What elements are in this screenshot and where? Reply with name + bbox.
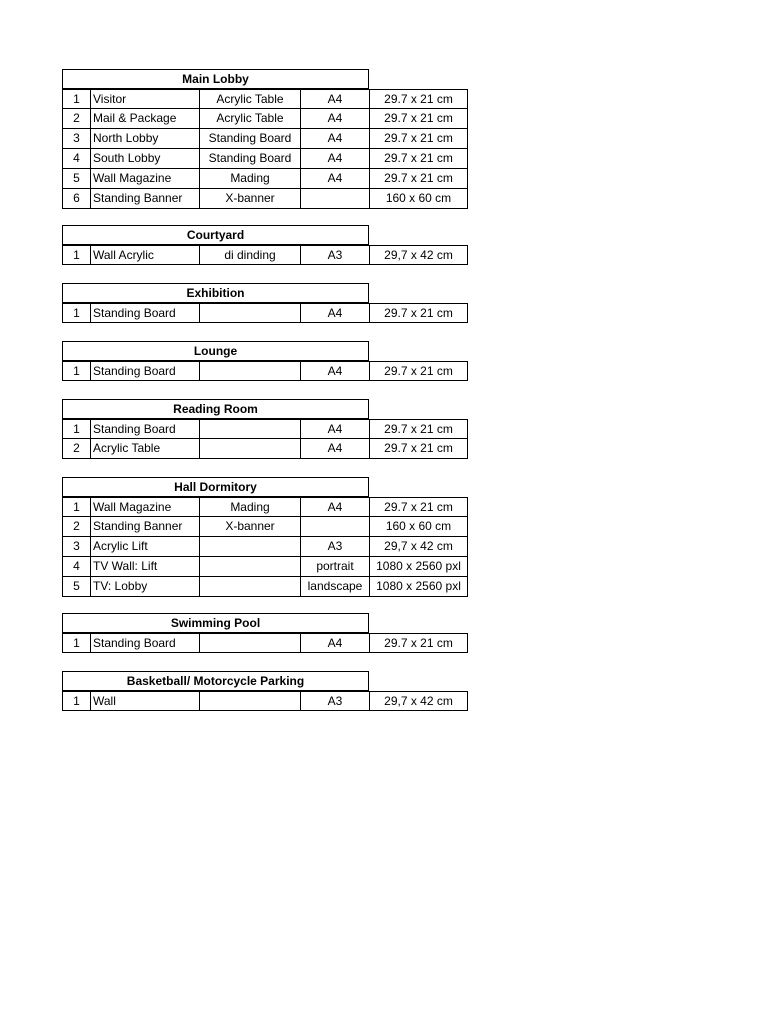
table-row xyxy=(62,419,468,439)
item-type-cell xyxy=(199,439,300,459)
item-type-cell: Mading xyxy=(199,169,300,189)
paper-size-cell xyxy=(300,517,369,537)
paper-size-cell: A3 xyxy=(300,537,369,557)
item-name-cell: North Lobby xyxy=(90,129,199,149)
item-name-cell: Standing Board xyxy=(90,633,199,653)
section-title: Lounge xyxy=(62,341,369,361)
dimensions-cell: 29.7 x 21 cm xyxy=(369,303,468,323)
item-type-cell: Acrylic Table xyxy=(199,109,300,129)
row-number-cell: 5 xyxy=(62,577,90,597)
paper-size-cell: A4 xyxy=(300,129,369,149)
item-type-cell xyxy=(199,557,300,577)
paper-size-cell: A4 xyxy=(300,303,369,323)
paper-size-cell: A4 xyxy=(300,497,369,517)
section-title: Swimming Pool xyxy=(62,613,369,633)
table-row xyxy=(62,129,468,149)
dimensions-cell: 29.7 x 21 cm xyxy=(369,439,468,459)
dimensions-cell: 29,7 x 42 cm xyxy=(369,537,468,557)
section-table xyxy=(62,225,468,265)
paper-size-cell: A3 xyxy=(300,691,369,711)
row-number-cell: 3 xyxy=(62,537,90,557)
section-table xyxy=(62,399,468,459)
paper-size-cell: A4 xyxy=(300,149,369,169)
paper-size-cell: A4 xyxy=(300,361,369,381)
row-number-cell: 1 xyxy=(62,303,90,323)
item-type-cell xyxy=(199,577,300,597)
paper-size-cell: A4 xyxy=(300,89,369,109)
dimensions-cell: 29.7 x 21 cm xyxy=(369,149,468,169)
section-table xyxy=(62,69,468,209)
paper-size-cell: A4 xyxy=(300,439,369,459)
dimensions-cell: 29.7 x 21 cm xyxy=(369,633,468,653)
table-row xyxy=(62,691,468,711)
row-number-cell: 6 xyxy=(62,189,90,209)
item-type-cell xyxy=(199,691,300,711)
dimensions-cell: 1080 x 2560 pxl xyxy=(369,557,468,577)
row-number-cell: 3 xyxy=(62,129,90,149)
section-title: Basketball/ Motorcycle Parking xyxy=(62,671,369,691)
item-type-cell: Standing Board xyxy=(199,129,300,149)
paper-size-cell: A4 xyxy=(300,169,369,189)
item-type-cell: X-banner xyxy=(199,517,300,537)
item-type-cell xyxy=(199,419,300,439)
item-name-cell: Standing Banner xyxy=(90,189,199,209)
table-row xyxy=(62,149,468,169)
section-title: Main Lobby xyxy=(62,69,369,89)
item-type-cell: Standing Board xyxy=(199,149,300,169)
paper-size-cell: A3 xyxy=(300,245,369,265)
item-name-cell: TV: Lobby xyxy=(90,577,199,597)
table-row xyxy=(62,303,468,323)
section-table xyxy=(62,671,468,711)
item-name-cell: Standing Board xyxy=(90,303,199,323)
item-name-cell: Wall Magazine xyxy=(90,497,199,517)
section-title: Hall Dormitory xyxy=(62,477,369,497)
row-number-cell: 5 xyxy=(62,169,90,189)
item-name-cell: Acrylic Table xyxy=(90,439,199,459)
section-table xyxy=(62,283,468,323)
row-number-cell: 1 xyxy=(62,419,90,439)
dimensions-cell: 29.7 x 21 cm xyxy=(369,361,468,381)
row-number-cell: 4 xyxy=(62,149,90,169)
paper-size-cell: portrait xyxy=(300,557,369,577)
table-row xyxy=(62,89,468,109)
dimensions-cell: 29.7 x 21 cm xyxy=(369,109,468,129)
item-type-cell: Acrylic Table xyxy=(199,89,300,109)
item-name-cell: Standing Board xyxy=(90,419,199,439)
item-type-cell xyxy=(199,633,300,653)
dimensions-cell: 29.7 x 21 cm xyxy=(369,89,468,109)
row-number-cell: 1 xyxy=(62,89,90,109)
row-number-cell: 1 xyxy=(62,497,90,517)
row-number-cell: 1 xyxy=(62,633,90,653)
section-title: Reading Room xyxy=(62,399,369,419)
paper-size-cell: landscape xyxy=(300,577,369,597)
table-row xyxy=(62,361,468,381)
table-row xyxy=(62,577,468,597)
item-type-cell xyxy=(199,303,300,323)
table-row xyxy=(62,109,468,129)
table-row xyxy=(62,439,468,459)
section-table xyxy=(62,477,468,597)
item-name-cell: Mail & Package xyxy=(90,109,199,129)
item-type-cell: X-banner xyxy=(199,189,300,209)
item-type-cell: di dinding xyxy=(199,245,300,265)
item-name-cell: Wall Magazine xyxy=(90,169,199,189)
item-type-cell xyxy=(199,361,300,381)
section-table xyxy=(62,613,468,653)
item-name-cell: Wall xyxy=(90,691,199,711)
dimensions-cell: 29.7 x 21 cm xyxy=(369,497,468,517)
item-name-cell: South Lobby xyxy=(90,149,199,169)
section-table xyxy=(62,341,468,381)
item-type-cell: Mading xyxy=(199,497,300,517)
dimensions-cell: 29.7 x 21 cm xyxy=(369,129,468,149)
table-row xyxy=(62,537,468,557)
section-title: Courtyard xyxy=(62,225,369,245)
row-number-cell: 1 xyxy=(62,245,90,265)
paper-size-cell: A4 xyxy=(300,419,369,439)
dimensions-cell: 29.7 x 21 cm xyxy=(369,169,468,189)
table-row xyxy=(62,517,468,537)
paper-size-cell xyxy=(300,189,369,209)
dimensions-cell: 29,7 x 42 cm xyxy=(369,691,468,711)
dimensions-cell: 29.7 x 21 cm xyxy=(369,419,468,439)
item-name-cell: Wall Acrylic xyxy=(90,245,199,265)
item-type-cell xyxy=(199,537,300,557)
row-number-cell: 2 xyxy=(62,517,90,537)
paper-size-cell: A4 xyxy=(300,109,369,129)
table-row xyxy=(62,169,468,189)
item-name-cell: Visitor xyxy=(90,89,199,109)
row-number-cell: 2 xyxy=(62,109,90,129)
item-name-cell: Standing Banner xyxy=(90,517,199,537)
dimensions-cell: 160 x 60 cm xyxy=(369,189,468,209)
table-row xyxy=(62,189,468,209)
dimensions-cell: 29,7 x 42 cm xyxy=(369,245,468,265)
paper-size-cell: A4 xyxy=(300,633,369,653)
item-name-cell: Standing Board xyxy=(90,361,199,381)
dimensions-cell: 160 x 60 cm xyxy=(369,517,468,537)
row-number-cell: 1 xyxy=(62,361,90,381)
row-number-cell: 1 xyxy=(62,691,90,711)
row-number-cell: 4 xyxy=(62,557,90,577)
table-row xyxy=(62,633,468,653)
table-row xyxy=(62,557,468,577)
item-name-cell: Acrylic Lift xyxy=(90,537,199,557)
table-row xyxy=(62,245,468,265)
row-number-cell: 2 xyxy=(62,439,90,459)
dimensions-cell: 1080 x 2560 pxl xyxy=(369,577,468,597)
section-title: Exhibition xyxy=(62,283,369,303)
item-name-cell: TV Wall: Lift xyxy=(90,557,199,577)
table-row xyxy=(62,497,468,517)
